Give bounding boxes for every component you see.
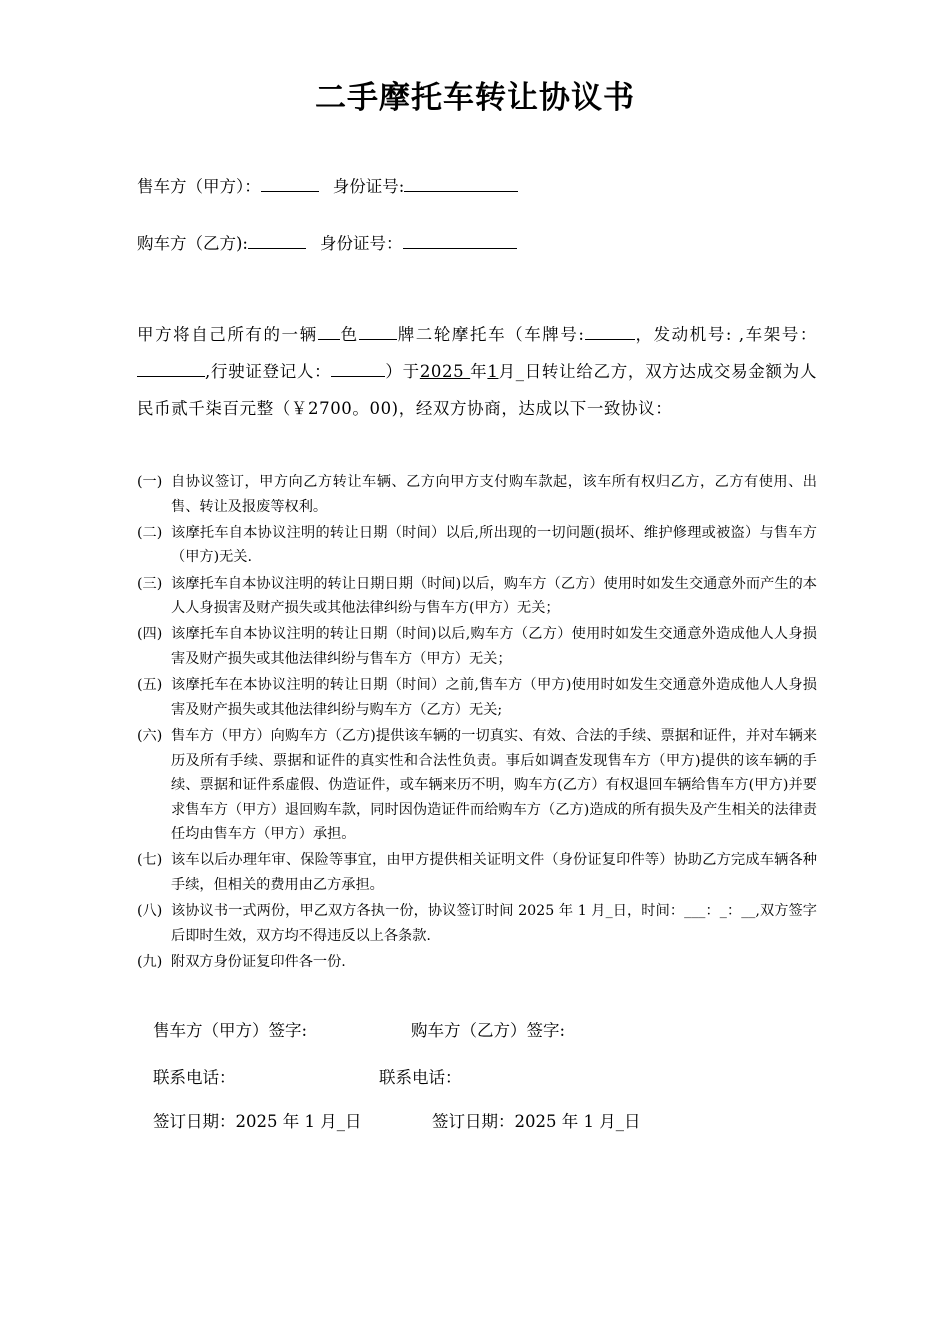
buyer-name-blank — [248, 234, 306, 249]
seller-line — [137, 173, 518, 197]
registrant-blank — [331, 362, 385, 377]
clause-number: (五) — [137, 677, 163, 694]
signature-row — [153, 1017, 565, 1041]
clause-text: 附双方身份证复印件各一份. — [171, 954, 346, 971]
buyer-id-blank — [403, 234, 517, 249]
brand-blank — [359, 325, 397, 340]
frame-blank — [137, 362, 205, 377]
buyer-date-label: 签订日期：2025 年 1 月_日 — [432, 1112, 641, 1131]
clause-text: 自协议签订，甲方向乙方转让车辆、乙方向甲方支付购车款起，该车所有权归乙方，乙方有使用、出售、转让及报废等权利。 — [171, 474, 817, 515]
clause-number: (六) — [137, 727, 163, 744]
clause-item — [137, 572, 817, 621]
document-title: 二手摩托车转让协议书 — [315, 80, 635, 116]
intro-text-5: ,行驶证登记人： — [205, 362, 332, 381]
intro-text-3: 牌二轮摩托车（车牌号: — [396, 325, 585, 344]
color-blank — [318, 325, 340, 340]
clause-number: (七) — [137, 852, 163, 869]
intro-text-6: ）于 — [385, 362, 420, 381]
clause-item — [137, 950, 817, 975]
transfer-year: 2025 — [419, 362, 471, 381]
seller-id-label: 身份证号: — [332, 177, 405, 196]
buyer-line — [137, 230, 517, 254]
clause-list — [137, 470, 817, 976]
clause-text: 售车方（甲方）向购车方（乙方)提供该车辆的一切真实、有效、合法的手续、票据和证件，并对车辆来历及所有手续、票据和证件的真实性和合法性负责。事后如调查发现售车方（甲方)提供的该车辆的手续、票据和证件系虚假、伪造证件，或车辆来历不明，购车方(乙方）有权退回车辆给售车方(甲方)并要求售车方（甲方）退回购车款，同时因伪造证件而给购车方（乙方)造成的所有损失及产生相关的法律责任均由售车方（甲方）承担。 — [171, 727, 817, 843]
date-row — [153, 1108, 640, 1132]
plate-blank — [585, 325, 635, 340]
clause-item — [137, 724, 817, 847]
clause-number: (一) — [137, 474, 163, 490]
clause-item — [137, 521, 817, 570]
buyer-phone-label: 联系电话： — [379, 1068, 462, 1087]
clause-item — [137, 622, 817, 671]
intro-text-2: 色 — [339, 325, 359, 344]
buyer-label: 购车方（乙方): — [137, 234, 248, 253]
intro-text-4: ，发动机号: ,车架号： — [634, 325, 817, 344]
transfer-month: 1 — [487, 362, 499, 381]
clause-text: 该摩托车自本协议注明的转让日期（时间)以后,购车方（乙方）使用时如发生交通意外造成他人人身损害及财产损失或其他法律纠纷与售车方（甲方）无关； — [171, 626, 817, 667]
seller-date-label: 签订日期：2025 年 1 月_日 — [153, 1112, 362, 1131]
clause-number: (四) — [137, 626, 163, 643]
clause-item — [137, 470, 817, 519]
clause-number: (八) — [137, 903, 163, 920]
buyer-signature-label: 购车方（乙方）签字: — [411, 1021, 566, 1040]
clause-number: (九) — [137, 954, 163, 971]
clause-text: 该车以后办理年审、保险等事宜，由甲方提供相关证明文件（身份证复印件等）协助乙方完成车辆各种手续，但相关的费用由乙方承担。 — [171, 852, 817, 894]
seller-label: 售车方（甲方）： — [137, 177, 261, 196]
seller-name-blank — [261, 177, 319, 192]
intro-paragraph — [137, 316, 817, 427]
clause-text: 该摩托车在本协议注明的转让日期（时间）之前,售车方（甲方)使用时如发生交通意外造成他人人身损害及财产损失或其他法律纠纷与购车方（乙方）无关; — [171, 677, 817, 718]
clause-item — [137, 673, 817, 722]
seller-id-blank — [404, 177, 518, 192]
buyer-id-label: 身份证号： — [320, 234, 403, 253]
clause-number: (三) — [137, 575, 163, 592]
clause-text: 该协议书一式两份，甲乙双方各执一份，协议签订时间 2025 年 1 月_日，时间：___：_：__,双方签字后即时生效，双方均不得违反以上各条款. — [171, 903, 817, 944]
clause-number: (二) — [137, 524, 163, 541]
clause-text: 该摩托车自本协议注明的转让日期日期（时间)以后，购车方（乙方）使用时如发生交通意外而产生的本人人身损害及财产损失或其他法律纠纷与售车方(甲方）无关； — [171, 575, 817, 617]
clause-item — [137, 848, 817, 897]
intro-text-7: 年 — [470, 362, 488, 381]
clause-item — [137, 899, 817, 948]
seller-phone-label: 联系电话： — [153, 1068, 236, 1087]
intro-text-8: 月_日转让给乙方，双方达成交易金额为人民币贰千柒百元整（￥2700。00)，经双方协商，达成以下一致协议： — [137, 362, 817, 418]
seller-signature-label: 售车方（甲方）签字: — [153, 1021, 308, 1040]
intro-text-1: 甲方将自己所有的一辆 — [137, 325, 318, 344]
clause-text: 该摩托车自本协议注明的转让日期（时间）以后,所出现的一切问题(损坏、维护修理或被盗）与售车方（甲方)无关. — [171, 524, 817, 566]
phone-row — [153, 1064, 462, 1088]
